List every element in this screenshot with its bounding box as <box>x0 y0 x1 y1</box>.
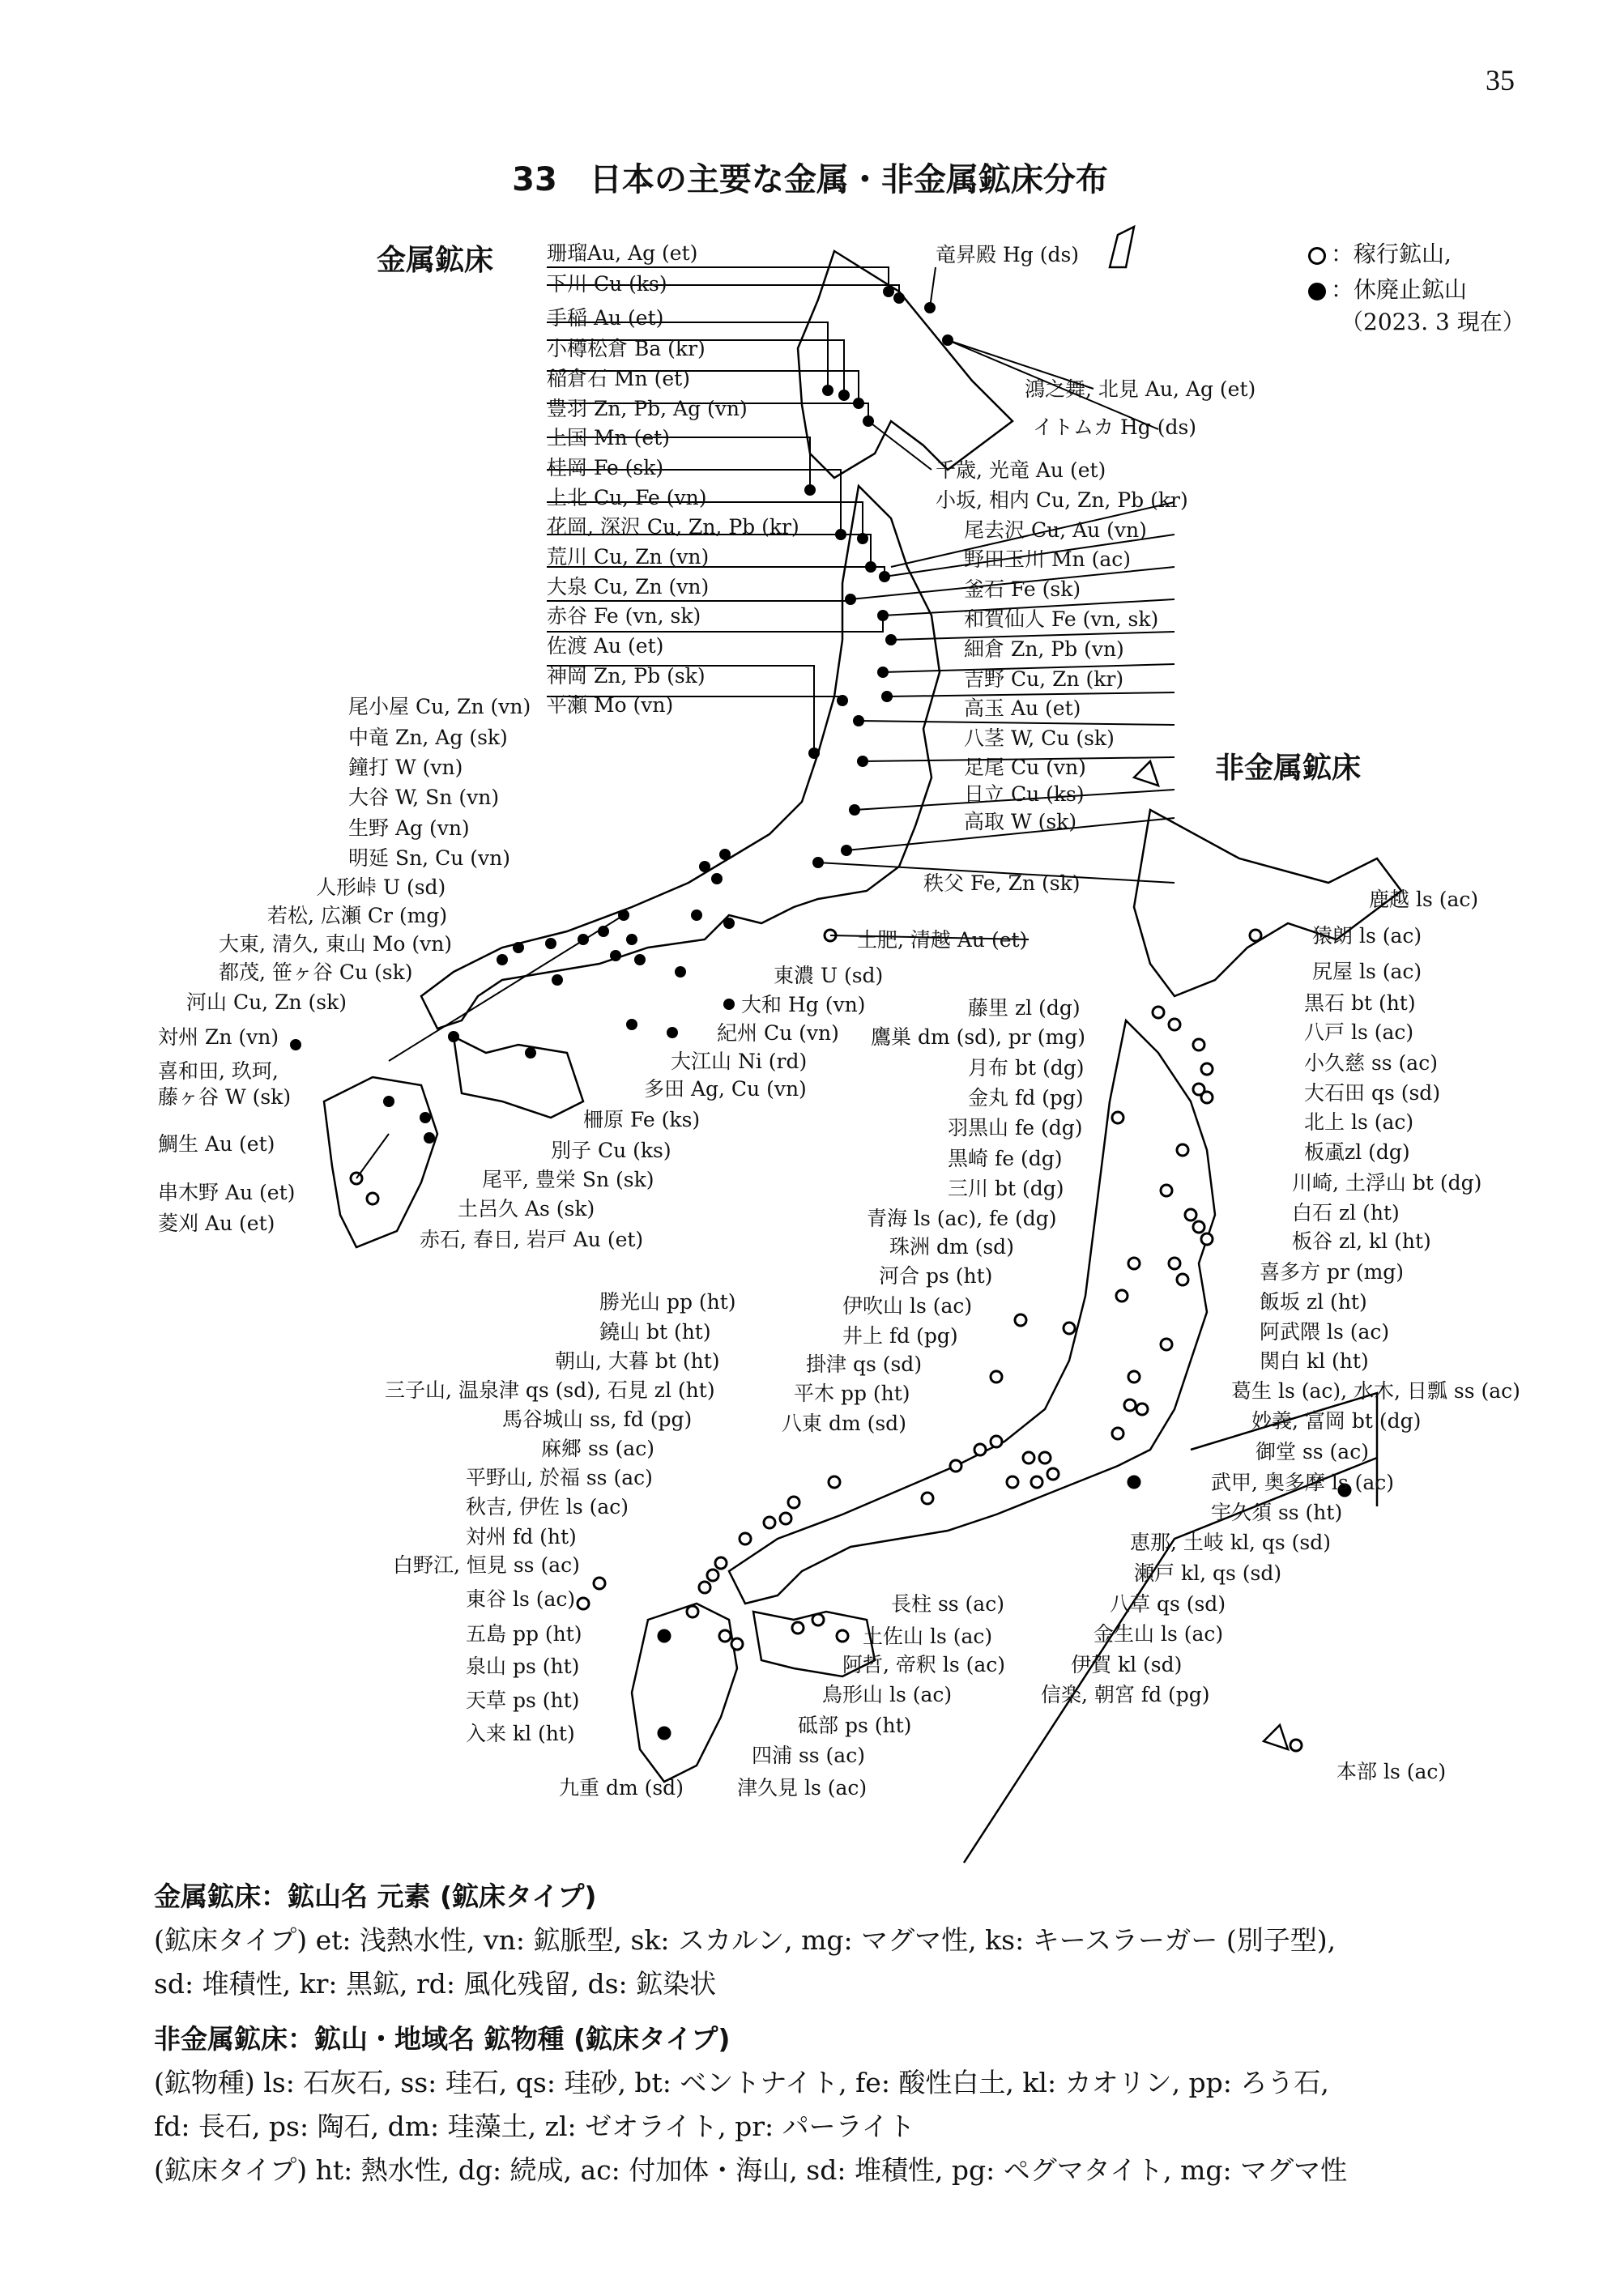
metal-label: 稲倉石 Mn (et) <box>547 367 690 390</box>
metal-label: 和賀仙人 Fe (vn, sk) <box>964 607 1159 631</box>
nonmetal-label: 八草 qs (sd) <box>1110 1592 1226 1616</box>
nonmetal-label: 恵那, 土岐 kl, qs (sd) <box>1130 1531 1331 1554</box>
metal-label: 千歳, 光竜 Au (et) <box>936 458 1106 482</box>
nonmetal-label: 葛生 ls (ac), 水木, 日瓢 ss (ac) <box>1231 1379 1520 1403</box>
nonmetal-label: 川崎, 土浮山 bt (dg) <box>1292 1171 1482 1195</box>
nonmetal-label: 入来 kl (ht) <box>466 1722 575 1745</box>
metal-label: 下川 Cu (ks) <box>547 272 667 296</box>
nonmetal-label: 鐃山 bt (ht) <box>599 1320 711 1344</box>
nonmetal-label: 伊吹山 ls (ac) <box>842 1294 973 1318</box>
nonmetal-label: 馬谷城山 ss, fd (pg) <box>502 1408 693 1431</box>
nonmetal-label: 羽黒山 fe (dg) <box>948 1116 1083 1139</box>
legend-date: （2023. 3 現在） <box>1341 309 1525 335</box>
nonmetal-label: 長柱 ss (ac) <box>891 1592 1004 1616</box>
metal-label: 串木野 Au (et) <box>158 1181 296 1204</box>
metal-label: 喜和田, 玖珂, <box>158 1059 279 1083</box>
nonmetal-label: 黒石 bt (ht) <box>1304 991 1416 1015</box>
nonmetal-label: 河合 ps (ht) <box>879 1264 993 1288</box>
nonmetal-label: 金丸 fd (pg) <box>968 1086 1084 1110</box>
nonmetal-label: 天草 ps (ht) <box>466 1689 580 1712</box>
nonmetal-label: 阿哲, 帝釈 ls (ac) <box>842 1653 1006 1676</box>
metal-label: 高取 W (sk) <box>964 810 1077 833</box>
nonmetal-label: 三子山, 温泉津 qs (sd), 石見 zl (ht) <box>385 1378 715 1402</box>
nonmetal-label: 白野江, 恒見 ss (ac) <box>393 1553 580 1577</box>
nonmetal-label: 八戸 ls (ac) <box>1304 1020 1414 1044</box>
nonmetal-label: 妙義, 富岡 bt (dg) <box>1251 1409 1422 1433</box>
nonmetal-label: 板谷 zl, kl (ht) <box>1292 1229 1431 1253</box>
nonmetal-label: 瀬戸 kl, qs (sd) <box>1134 1561 1282 1585</box>
metal-label: 大泉 Cu, Zn (vn) <box>547 575 710 598</box>
metal-label: 上国 Mn (et) <box>547 426 670 449</box>
nonmetal-label: 喜多方 pr (mg) <box>1260 1260 1405 1284</box>
metal-label: 別子 Cu (ks) <box>551 1139 671 1162</box>
metal-label: 対州 Zn (vn) <box>158 1025 279 1049</box>
nonmetal-label: 大石田 qs (sd) <box>1304 1081 1441 1105</box>
metal-label: 中竜 Zn, Ag (sk) <box>348 726 508 749</box>
nonmetal-key-heading: 非金属鉱床：鉱山・地域名 鉱物種 (鉱床タイプ) <box>154 2023 731 2055</box>
metal-label: 日立 Cu (ks) <box>964 782 1085 806</box>
metal-label: 豊羽 Zn, Pb, Ag (vn) <box>547 397 748 420</box>
nonmetal-label: 対州 fd (ht) <box>466 1525 577 1548</box>
nonmetal-label: 珠洲 dm (sd) <box>889 1235 1014 1259</box>
metal-label: 高玉 Au (et) <box>964 696 1081 720</box>
nonmetal-label: 阿武隈 ls (ac) <box>1260 1320 1390 1344</box>
nonmetal-label: 黒崎 fe (dg) <box>948 1147 1063 1170</box>
metal-label: 小樽松倉 Ba (kr) <box>547 337 706 360</box>
metal-label: 都茂, 笹ヶ谷 Cu (sk) <box>219 961 413 984</box>
metal-label: 小坂, 相内 Cu, Zn, Pb (kr) <box>936 488 1188 512</box>
metal-label: 足尾 Cu (vn) <box>964 756 1086 779</box>
metal-label: イトムカ Hg (ds) <box>1033 415 1197 439</box>
nonmetal-label: 井上 fd (pg) <box>842 1324 958 1348</box>
metal-label: 竜昇殿 Hg (ds) <box>936 243 1080 266</box>
page-title: 33 日本の主要な金属・非金属鉱床分布 <box>512 161 1108 198</box>
nonmetal-label: 尻屋 ls (ac) <box>1312 960 1422 983</box>
nonmetal-label: 御堂 ss (ac) <box>1256 1440 1369 1463</box>
metal-key-line: sd: 堆積性, kr: 黒鉱, rd: 風化残留, ds: 鉱染状 <box>154 1968 717 2000</box>
metal-label: 鴻之舞, 北見 Au, Ag (et) <box>1025 377 1256 401</box>
nonmetal-key-line: (鉱物種) ls: 石灰石, ss: 珪石, qs: 珪砂, bt: ベントナイト, fe: 酸性白土, kl: カオリン, pp: ろう石, <box>154 2067 1329 2098</box>
metal-key-line: (鉱床タイプ) et: 浅熱水性, vn: 鉱脈型, sk: スカルン, mg: マグマ性, ks: キースラーガー (別子型), <box>154 1924 1336 1956</box>
nonmetal-label: 猿朗 ls (ac) <box>1312 924 1422 948</box>
metal-label: 土呂久 As (sk) <box>458 1197 595 1220</box>
metal-label: 藤ヶ谷 W (sk) <box>158 1085 292 1109</box>
metal-section-heading: 金属鉱床 <box>377 244 494 277</box>
metal-label: 釜石 Fe (sk) <box>964 577 1081 601</box>
metal-label: 多田 Ag, Cu (vn) <box>644 1077 807 1101</box>
nonmetal-label: 小久慈 ss (ac) <box>1304 1051 1438 1075</box>
nonmetal-label: 金生山 ls (ac) <box>1094 1622 1224 1646</box>
nonmetal-label: 信楽, 朝宮 fd (pg) <box>1041 1683 1210 1706</box>
metal-label: 尾去沢 Cu, Au (vn) <box>964 518 1147 542</box>
metal-label: 細倉 Zn, Pb (vn) <box>964 637 1124 661</box>
metal-label: 大東, 清久, 東山 Mo (vn) <box>219 932 453 956</box>
metal-label: 神岡 Zn, Pb (sk) <box>547 664 706 688</box>
metal-label: 吉野 Cu, Zn (kr) <box>964 667 1124 691</box>
nonmetal-label: 四浦 ss (ac) <box>752 1744 865 1767</box>
nonmetal-label: 朝山, 大暮 bt (ht) <box>555 1349 720 1373</box>
nonmetal-label: 武甲, 奥多摩 ls (ac) <box>1211 1471 1395 1494</box>
nonmetal-label: 北上 ls (ac) <box>1304 1110 1414 1134</box>
nonmetal-label: 秋吉, 伊佐 ls (ac) <box>466 1495 629 1519</box>
metal-label: 赤谷 Fe (vn, sk) <box>547 604 701 628</box>
nonmetal-label: 関白 kl (ht) <box>1260 1349 1369 1373</box>
nonmetal-section-heading: 非金属鉱床 <box>1215 752 1362 785</box>
nonmetal-label: 白石 zl (ht) <box>1292 1201 1400 1225</box>
metal-label: 八茎 W, Cu (sk) <box>964 726 1115 750</box>
nonmetal-label: 青海 ls (ac), fe (dg) <box>867 1207 1057 1230</box>
metal-label: 手稲 Au (et) <box>547 306 664 330</box>
nonmetal-label: 月布 bt (dg) <box>968 1056 1085 1080</box>
metal-label: 河山 Cu, Zn (sk) <box>186 990 347 1014</box>
metal-label: 菱刈 Au (et) <box>158 1212 275 1235</box>
metal-label: 桂岡 Fe (sk) <box>547 456 664 479</box>
metal-label: 尾小屋 Cu, Zn (vn) <box>348 695 531 718</box>
nonmetal-label: 東谷 ls (ac) <box>466 1587 576 1611</box>
metal-label: 柵原 Fe (ks) <box>583 1108 701 1131</box>
nonmetal-label: 鳥形山 ls (ac) <box>822 1683 953 1706</box>
nonmetal-label: 藤里 zl (dg) <box>968 996 1081 1020</box>
metal-label: 鯛生 Au (et) <box>158 1132 275 1156</box>
legend-notes <box>154 1875 1515 2192</box>
metal-label: 土肥, 清越 Au (et) <box>857 928 1028 952</box>
nonmetal-label: 砥部 ps (ht) <box>798 1714 912 1737</box>
metal-label: 野田玉川 Mn (ac) <box>964 547 1132 571</box>
nonmetal-label: 宇久須 ss (ht) <box>1211 1501 1343 1524</box>
legend-closed: ：休廃止鉱山 <box>1308 272 1467 305</box>
nonmetal-label: 泉山 ps (ht) <box>466 1655 580 1678</box>
nonmetal-label: 掛津 qs (sd) <box>806 1352 923 1376</box>
metal-label: 佐渡 Au (et) <box>547 634 664 658</box>
metal-label: 大江山 Ni (rd) <box>671 1050 808 1073</box>
nonmetal-label: 土佐山 ls (ac) <box>863 1625 993 1648</box>
metal-label: 東濃 U (sd) <box>774 964 884 987</box>
metal-label: 若松, 広瀬 Cr (mg) <box>267 904 448 927</box>
nonmetal-label: 板颪zl (dg) <box>1304 1140 1410 1164</box>
nonmetal-key-line: (鉱床タイプ) ht: 熱水性, dg: 続成, ac: 付加体・海山, sd: 堆積性, pg: ペグマタイト, mg: マグマ性 <box>154 2154 1348 2186</box>
nonmetal-key-line: fd: 長石, ps: 陶石, dm: 珪藻土, zl: ゼオライト, pr: パーライト <box>154 2111 915 2142</box>
nonmetal-label: 三川 bt (dg) <box>948 1177 1064 1200</box>
nonmetal-label: 飯坂 zl (ht) <box>1260 1290 1367 1314</box>
nonmetal-label: 鹿越 ls (ac) <box>1369 888 1479 911</box>
metal-label: 生野 Ag (vn) <box>348 816 470 840</box>
legend-active: ：稼行鉱山, <box>1308 236 1452 269</box>
nonmetal-label: 伊賀 kl (sd) <box>1071 1653 1183 1676</box>
metal-label: 人形峠 U (sd) <box>316 875 446 899</box>
metal-label: 鐘打 W (vn) <box>348 756 463 779</box>
nonmetal-label: 麻郷 ss (ac) <box>541 1437 654 1460</box>
metal-label: 明延 Sn, Cu (vn) <box>348 846 510 870</box>
nonmetal-label: 本部 ls (ac) <box>1336 1760 1447 1783</box>
nonmetal-label: 九重 dm (sd) <box>559 1776 684 1800</box>
metal-label: 平瀬 Mo (vn) <box>547 693 674 717</box>
nonmetal-label: 勝光山 pp (ht) <box>599 1290 736 1314</box>
metal-label: 赤石, 春日, 岩戸 Au (et) <box>420 1228 644 1251</box>
metal-label: 大和 Hg (vn) <box>741 993 866 1016</box>
metal-label: 花岡, 深沢 Cu, Zn, Pb (kr) <box>547 515 799 539</box>
nonmetal-label: 八東 dm (sd) <box>782 1412 906 1435</box>
nonmetal-label: 平野山, 於福 ss (ac) <box>466 1466 653 1489</box>
metal-label: 尾平, 豊栄 Sn (sk) <box>482 1168 654 1191</box>
metal-key-heading: 金属鉱床：鉱山名 元素 (鉱床タイプ) <box>154 1881 597 1912</box>
metal-label: 秩父 Fe, Zn (sk) <box>923 871 1081 895</box>
nonmetal-label: 鷹巣 dm (sd), pr (mg) <box>871 1025 1085 1049</box>
metal-label: 紀州 Cu (vn) <box>717 1021 839 1045</box>
nonmetal-label: 津久見 ls (ac) <box>737 1776 868 1800</box>
nonmetal-label: 五島 pp (ht) <box>466 1622 582 1646</box>
metal-label: 大谷 W, Sn (vn) <box>348 786 500 809</box>
nonmetal-label: 平木 pp (ht) <box>794 1382 910 1405</box>
metal-label: 荒川 Cu, Zn (vn) <box>547 545 710 569</box>
page-number: 35 <box>1486 64 1515 96</box>
metal-label: 珊瑠Au, Ag (et) <box>547 241 698 265</box>
metal-label: 上北 Cu, Fe (vn) <box>547 486 707 509</box>
